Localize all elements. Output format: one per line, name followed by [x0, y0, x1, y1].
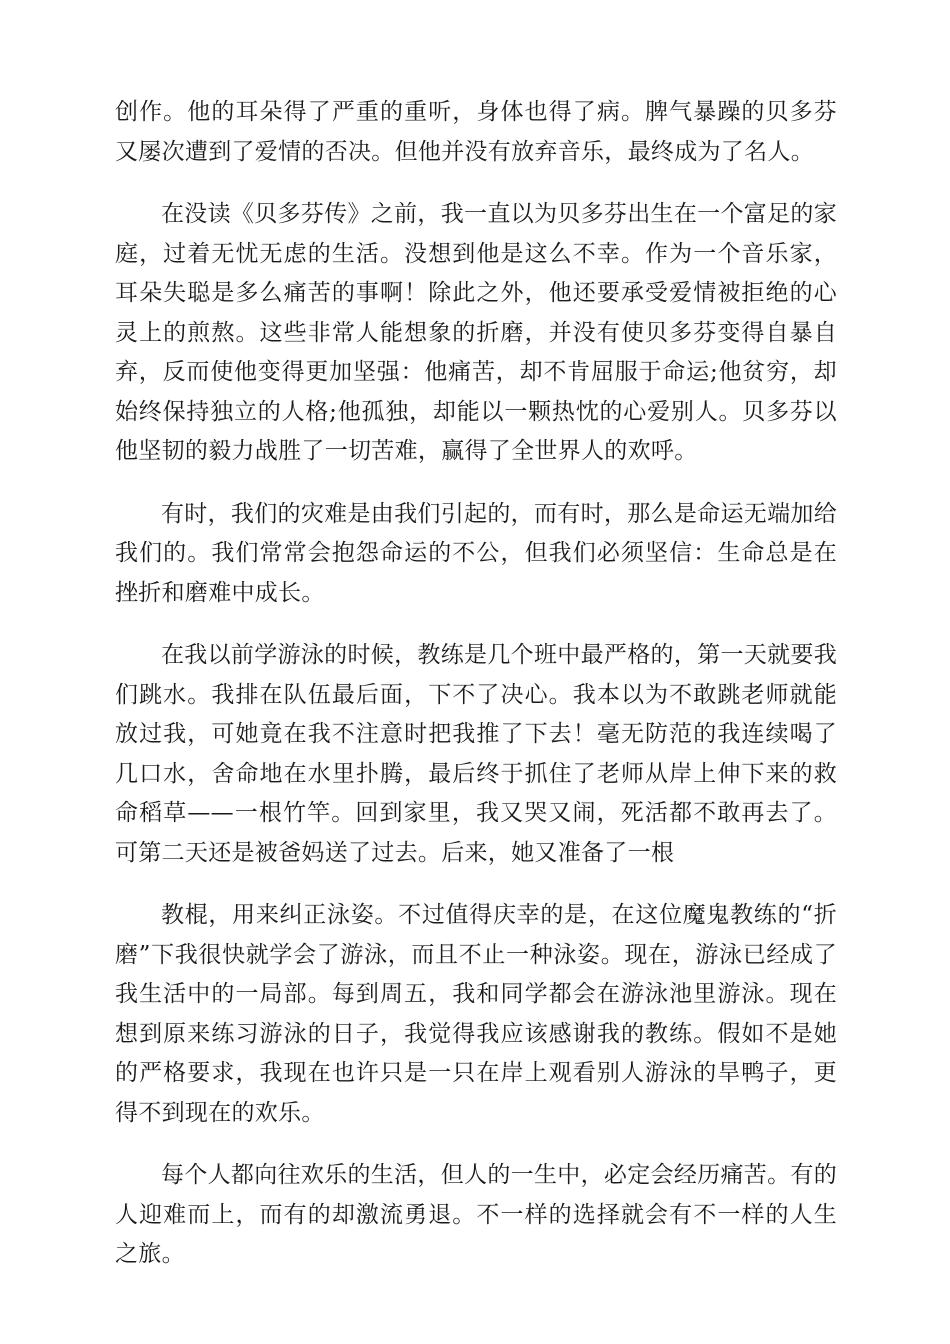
paragraph-1: 创作。他的耳朵得了严重的重听，身体也得了病。脾气暴躁的贝多芬又屡次遭到了爱情的否决。但他并没有放弃音乐，最终成为了名人。	[115, 99, 837, 165]
paragraph-6: 每个人都向往欢乐的生活，但人的一生中，必定会经历痛苦。有的人迎难而上，而有的却激流勇退。不一样的选择就会有不一样的人生之旅。	[115, 1162, 837, 1267]
paragraph-2: 在没读《贝多芬传》之前，我一直以为贝多芬出生在一个富足的家庭，过着无忧无虑的生活。没想到他是这么不幸。作为一个音乐家，耳朵失聪是多么痛苦的事啊！除此之外，他还要承受爱情被拒绝的心灵上的煎熬。这些非常人能想象的折磨，并没有使贝多芬变得自暴自弃，反而使他变得更加坚强：他痛苦，却不肯屈服于命运;他贫穷，却始终保持独立的人格;他孤独，却能以一颗热忱的心爱别人。贝多芬以他坚韧的毅力战胜了一切苦难，赢得了全世界人的欢呼。	[115, 201, 837, 464]
paragraph-3: 有时，我们的灾难是由我们引起的，而有时，那么是命运无端加给我们的。我们常常会抱怨命运的不公，但我们必须坚信：生命总是在挫折和磨难中成长。	[115, 500, 837, 606]
document-body	[115, 93, 837, 1298]
paragraph-5: 教棍，用来纠正泳姿。不过值得庆幸的是，在这位魔鬼教练的“折磨”下我很快就学会了游泳，而且不止一种泳姿。现在，游泳已经成了我生活中的一局部。每到周五，我和同学都会在游泳池里游泳。现在想到原来练习游泳的日子，我觉得我应该感谢我的教练。假如不是她的严格要求，我现在也许只是一只在岸上观看别人游泳的旱鸭子，更得不到现在的欢乐。	[115, 902, 837, 1126]
paragraph-4: 在我以前学游泳的时候，教练是几个班中最严格的，第一天就要我们跳水。我排在队伍最后面，下不了决心。我本以为不敢跳老师就能放过我，可她竟在我不注意时把我推了下去！毫无防范的我连续喝了几口水，舍命地在水里扑腾，最后终于抓住了老师从岸上伸下来的救命稻草——一根竹竿。回到家里，我又哭又闹，死活都不敢再去了。可第二天还是被爸妈送了过去。后来，她又准备了一根	[115, 642, 837, 866]
